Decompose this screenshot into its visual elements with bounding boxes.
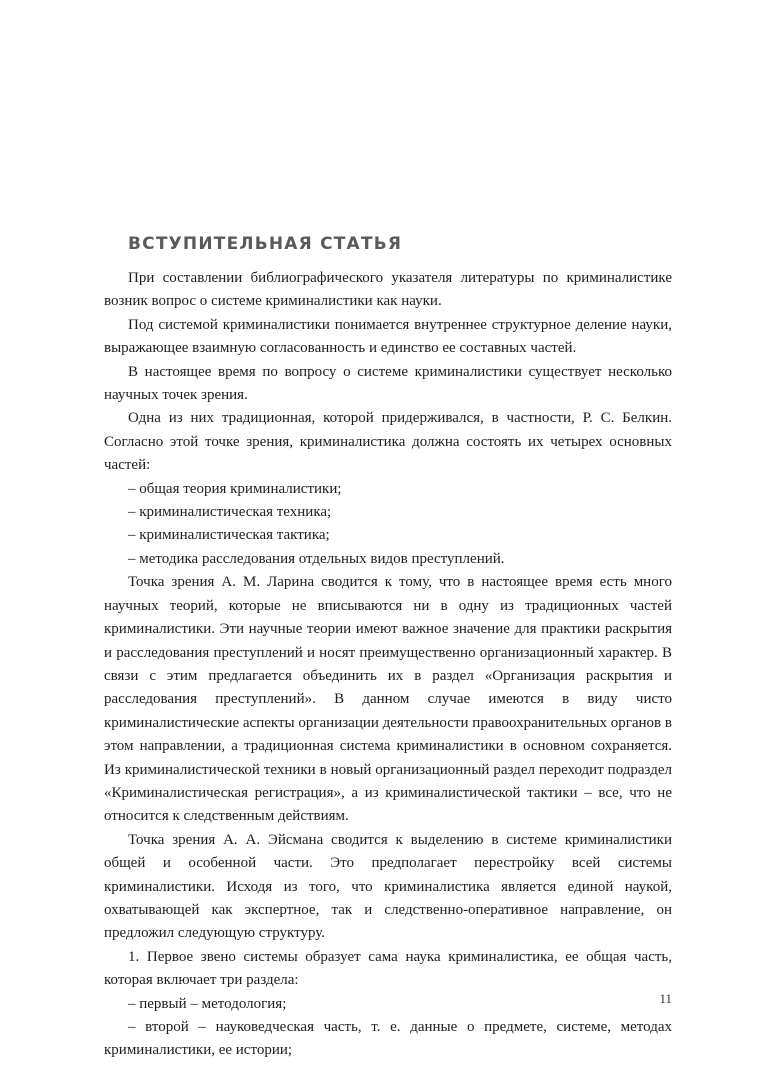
list-item: – второй – науковедческая часть, т. е. данные о предмете, системе, методах криминалистики, ее истории;	[104, 1019, 672, 1059]
list-item: – общая теория криминалистики;	[128, 480, 342, 497]
paragraph: Точка зрения А. М. Ларина сводится к тому, что в настоящее время есть много научных теорий, которые не вписываются ни в одну из традиционных частей криминалистики. Эти научные теории имеют важное значение для практики раскрытия и расследования преступлений и носят преимущественно организационный характер. В связи с этим предлагается объединить их в раздел «Организация раскрытия и расследования преступлений». В данном случае имеются в виду чисто криминалистические аспекты организации деятельности правоохранительных органов в этом направлении, а традиционная система криминалистики в основном сохраняется. Из криминалистической техники в новый организационный раздел переходит подраздел «Криминалистическая регистрация», а из криминалистической тактики – все, что не относится к следственным действиям.	[104, 574, 672, 825]
paragraph: В настоящее время по вопросу о системе криминалистики существует несколько научных точек зрения.	[104, 363, 672, 404]
list-item: – криминалистическая техника;	[128, 504, 332, 521]
paragraph: При составлении библиографического указателя литературы по криминалистике возник вопрос о системе криминалистики как науки.	[104, 270, 672, 310]
list-item: – методика расследования отдельных видов преступлений.	[128, 550, 505, 567]
paragraph: 1. Первое звено системы образует сама наука криминалистика, ее общая часть, которая включает три раздела:	[104, 948, 672, 989]
paragraph: Точка зрения А. А. Эйсмана сводится к выделению в системе криминалистики общей и особенной части. Это предполагает перестройку всей системы криминалистики. Исходя из того, что криминалистика является единой наукой, охватывающей как экспертное, так и следственно-оперативное направление, он предложил следующую структуру.	[104, 831, 672, 942]
article-body	[104, 267, 672, 1063]
list-item: – криминалистическая тактика;	[128, 527, 330, 544]
paragraph: Одна из них традиционная, которой придерживался, в частности, Р. С. Белкин. Согласно этой точке зрения, криминалистика должна состоять их четырех основных частей:	[104, 410, 672, 474]
page-number: 11	[659, 991, 672, 1006]
page-title: ВСТУПИТЕЛЬНАЯ СТАТЬЯ	[128, 234, 403, 254]
list-item: – первый – методология;	[128, 995, 287, 1012]
paragraph: Под системой криминалистики понимается внутреннее структурное деление науки, выражающее взаимную согласованность и единство ее составных частей.	[104, 316, 672, 357]
